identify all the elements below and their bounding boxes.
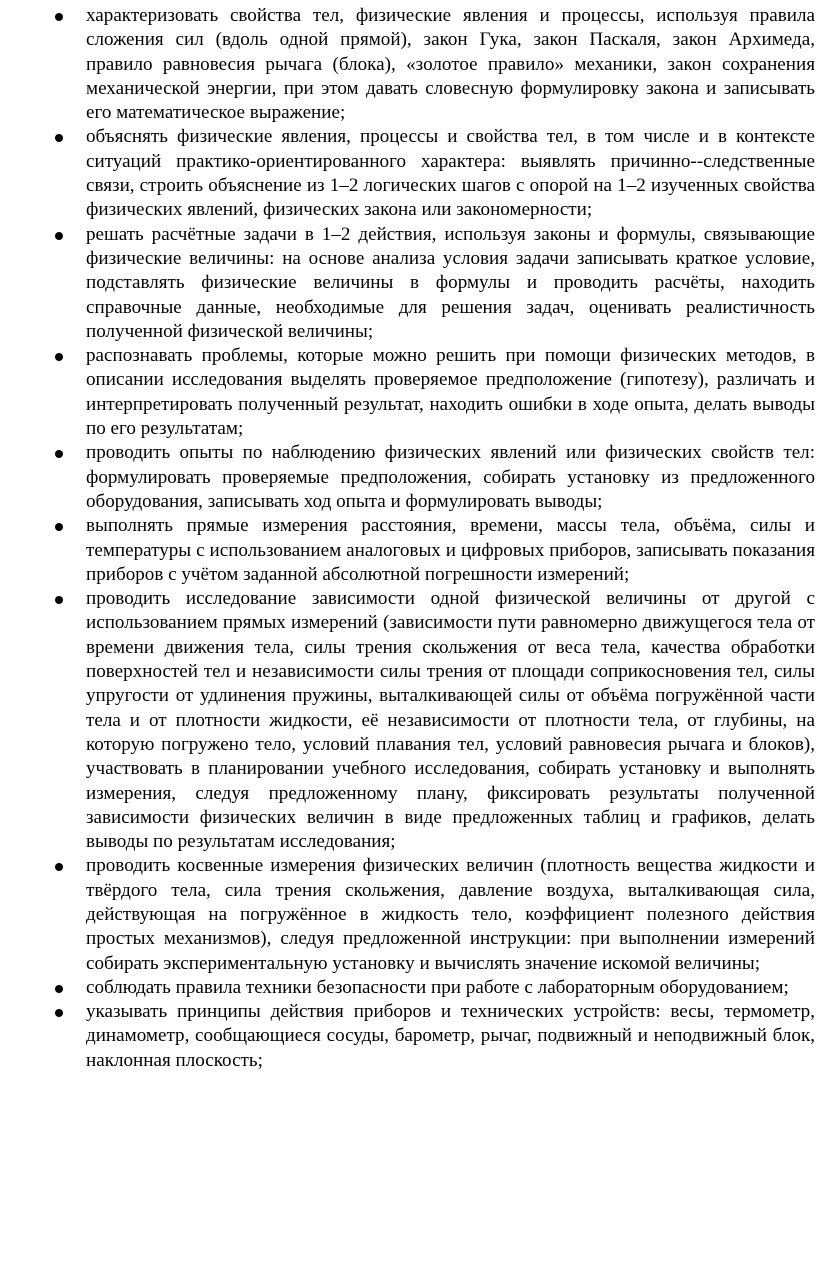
list-item-text: проводить опыты по наблюдению физических явлений или физических свойств тел: формулировать проверяемые предположения, собирать установку из предложенного оборудования, записывать ход опыта и формулировать выводы; (86, 442, 815, 512)
bullet-icon (55, 1009, 63, 1017)
list-item-text: проводить косвенные измерения физических величин (плотность вещества жидкости и твёрдого тела, сила трения скольжения, давление воздуха, выталкивающая сила, действующая на погружённое в жидкость тело, коэффициент полезного действия простых механизмов), следуя предложенной инструкции: при выполнении измерений собирать экспериментальную установку и вычислять значение искомой величины; (86, 855, 815, 974)
bullet-icon (55, 863, 63, 871)
list-item-text: соблюдать правила техники безопасности при работе с лабораторным оборудованием; (86, 976, 789, 998)
bullet-icon (55, 596, 63, 604)
bullet-icon (55, 523, 63, 531)
list-item-text: проводить исследование зависимости одной физической величины от другой с использованием прямых измерений (зависимости пути равномерно движущегося тела от времени движения тела, силы трения скольжения от веса тела, качества обработки поверхностей тел и независимости силы трения от площади соприкосновения тел, силы упругости от удлинения пружины, выталкивающей силы от объёма погружённой части тела и от плотности жидкости, её независимости от плотности тела, от глубины, на которую погружено тело, условий плавания тел, условий равновесия рычага и блоков), участвовать в планировании учебного исследования, собирать установку и выполнять измерения, следуя предложенному плану, фиксировать результаты полученной зависимости физических величин в виде предложенных таблиц и графиков, делать выводы по результатам исследования; (86, 588, 815, 853)
list-item (0, 125, 816, 222)
list-item (0, 976, 816, 1000)
list-item (0, 1000, 816, 1073)
list-item (0, 587, 816, 854)
list-item-text: объяснять физические явления, процессы и свойства тел, в том числе и в контексте ситуаций практико-ориентированного характера: выявлять причинно--следственные связи, строить объяснение из 1–2 логических шагов с опорой на 1–2 изученных свойства физических явлений, физических закона или закономерности; (86, 126, 815, 221)
list-item-text: решать расчётные задачи в 1–2 действия, используя законы и формулы, связывающие физические величины: на основе анализа условия задачи записывать краткое условие, подставлять физические величины в формулы и проводить расчёты, находить справочные данные, необходимые для решения задач, оценивать реалистичность полученной физической величины; (86, 223, 815, 342)
list-item (0, 223, 816, 344)
requirements-list (0, 4, 816, 1073)
bullet-icon (55, 985, 63, 993)
bullet-icon (55, 13, 63, 21)
list-item (0, 854, 816, 975)
list-item-text: выполнять прямые измерения расстояния, времени, массы тела, объёма, силы и температуры с использованием аналоговых и цифровых приборов, записывать показания приборов с учётом заданной абсолютной погрешности измерений; (86, 515, 815, 585)
list-item-text: указывать принципы действия приборов и технических устройств: весы, термометр, динамометр, сообщающиеся сосуды, барометр, рычаг, подвижный и неподвижный блок, наклонная плоскость; (86, 1001, 815, 1071)
bullet-icon (55, 353, 63, 361)
list-item-text: распознавать проблемы, которые можно решить при помощи физических методов, в описании исследования выделять проверяемое предположение (гипотезу), различать и интерпретировать полученный результат, находить ошибки в ходе опыта, делать выводы по его результатам; (86, 345, 815, 440)
bullet-icon (55, 134, 63, 142)
list-item (0, 514, 816, 587)
list-item (0, 344, 816, 441)
list-item-text: характеризовать свойства тел, физические явления и процессы, используя правила сложения сил (вдоль одной прямой), закон Гука, закон Паскаля, закон Архимеда, правило равновесия рычага (блока), «золотое правило» механики, закон сохранения механической энергии, при этом давать словесную формулировку закона и записывать его математическое выражение; (86, 5, 815, 124)
list-item (0, 4, 816, 125)
bullet-icon (55, 450, 63, 458)
list-item (0, 441, 816, 514)
bullet-icon (55, 232, 63, 240)
